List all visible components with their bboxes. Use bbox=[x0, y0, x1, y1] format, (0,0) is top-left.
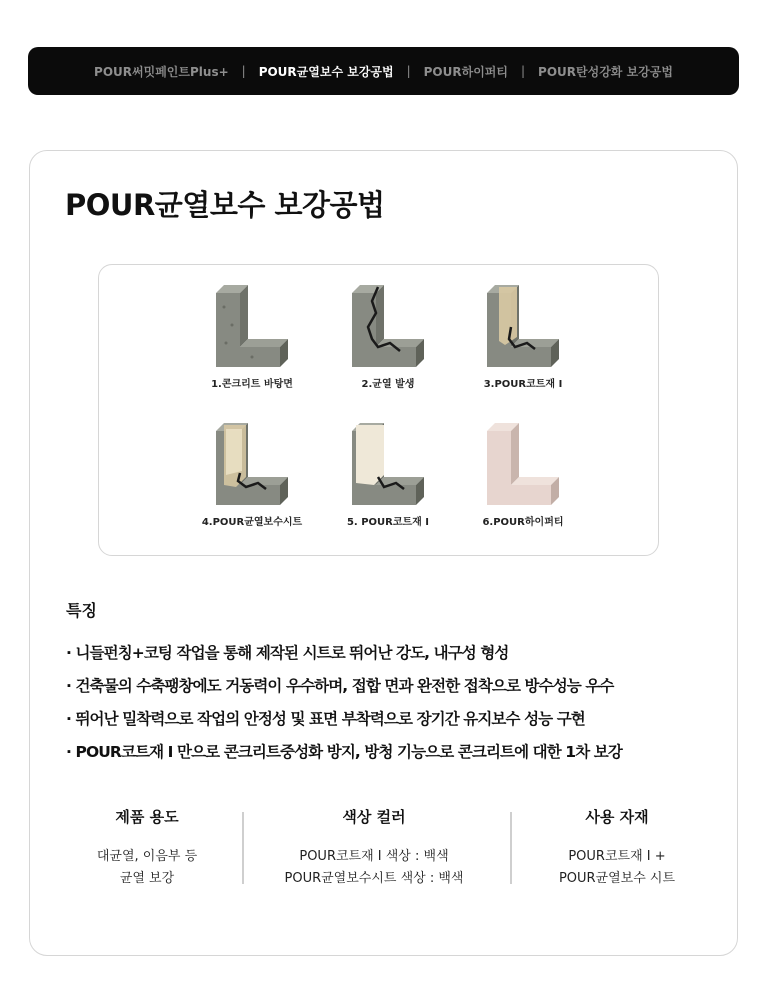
concrete-base-icon bbox=[212, 277, 292, 369]
step-label: 3.POUR코트재 I bbox=[483, 379, 563, 390]
spec-column-materials bbox=[507, 806, 727, 890]
tab-hyper-putty[interactable]: POUR하이퍼티 bbox=[423, 64, 508, 79]
spec-line: POUR균열보수 시트 bbox=[558, 871, 676, 886]
tab-separator: | bbox=[406, 64, 411, 78]
spec-line: 균열 보강 bbox=[119, 871, 175, 886]
coat-layer-icon bbox=[483, 277, 563, 369]
feature-item: · 뛰어난 밀착력으로 작업의 안정성 및 표면 부착력으로 장기간 유지보수 성능 구현 bbox=[66, 710, 585, 728]
process-step bbox=[313, 277, 463, 390]
process-step bbox=[177, 415, 327, 528]
product-card bbox=[29, 150, 738, 956]
tab-elastic-reinforcement[interactable]: POUR탄성강화 보강공법 bbox=[538, 64, 673, 79]
step-label: 1.콘크리트 바탕면 bbox=[211, 379, 293, 390]
feature-item: · 건축물의 수축팽창에도 거동력이 우수하며, 접합 면과 완전한 접착으로 방수성능 우수 bbox=[66, 677, 614, 695]
process-step bbox=[313, 415, 463, 528]
spec-line: POUR코트재 I 색상 : 백색 bbox=[299, 849, 449, 864]
spec-column-usage bbox=[37, 806, 257, 890]
coat-layer-icon bbox=[348, 415, 428, 507]
tab-crack-repair[interactable]: POUR균열보수 보강공법 bbox=[258, 64, 394, 79]
spec-line: POUR균열보수시트 색상 : 백색 bbox=[284, 871, 464, 886]
spec-heading: 사용 자재 bbox=[585, 808, 649, 826]
feature-item: · POUR코트재 I 만으로 콘크리트중성화 방지, 방청 기능으로 콘크리트에 대한 1차 보강 bbox=[66, 743, 622, 761]
features-section bbox=[66, 598, 726, 769]
tab-separator: | bbox=[241, 64, 246, 78]
step-label: 4.POUR균열보수시트 bbox=[201, 517, 303, 528]
step-label: 2.균열 발생 bbox=[361, 379, 415, 390]
putty-finish-icon bbox=[483, 415, 563, 507]
spec-table bbox=[30, 806, 737, 886]
tab-separator: | bbox=[521, 64, 526, 78]
features-heading: 특징 bbox=[66, 601, 97, 620]
tab-summit-paint[interactable]: POUR써밋페인트Plus+ bbox=[94, 64, 229, 79]
spec-line: POUR코트재 I + bbox=[568, 849, 666, 864]
page-title: POUR균열보수 보강공법 bbox=[65, 188, 385, 222]
spec-heading: 제품 용도 bbox=[115, 808, 179, 826]
features-list bbox=[66, 637, 726, 769]
process-step bbox=[448, 277, 598, 390]
feature-item: · 니들펀칭+코팅 작업을 통해 제작된 시트로 뛰어난 강도, 내구성 형성 bbox=[66, 644, 509, 662]
spec-column-color bbox=[264, 806, 484, 890]
repair-sheet-icon bbox=[212, 415, 292, 507]
spec-line: 대균열, 이음부 등 bbox=[96, 849, 198, 864]
step-label: 6.POUR하이퍼티 bbox=[482, 517, 564, 528]
column-divider bbox=[242, 812, 244, 884]
crack-icon bbox=[348, 277, 428, 369]
process-diagram bbox=[98, 264, 659, 556]
process-step bbox=[448, 415, 598, 528]
process-step bbox=[177, 277, 327, 390]
step-label: 5. POUR코트재 I bbox=[346, 517, 430, 528]
top-tab-bar bbox=[28, 47, 739, 95]
spec-heading: 색상 컬러 bbox=[342, 808, 406, 826]
